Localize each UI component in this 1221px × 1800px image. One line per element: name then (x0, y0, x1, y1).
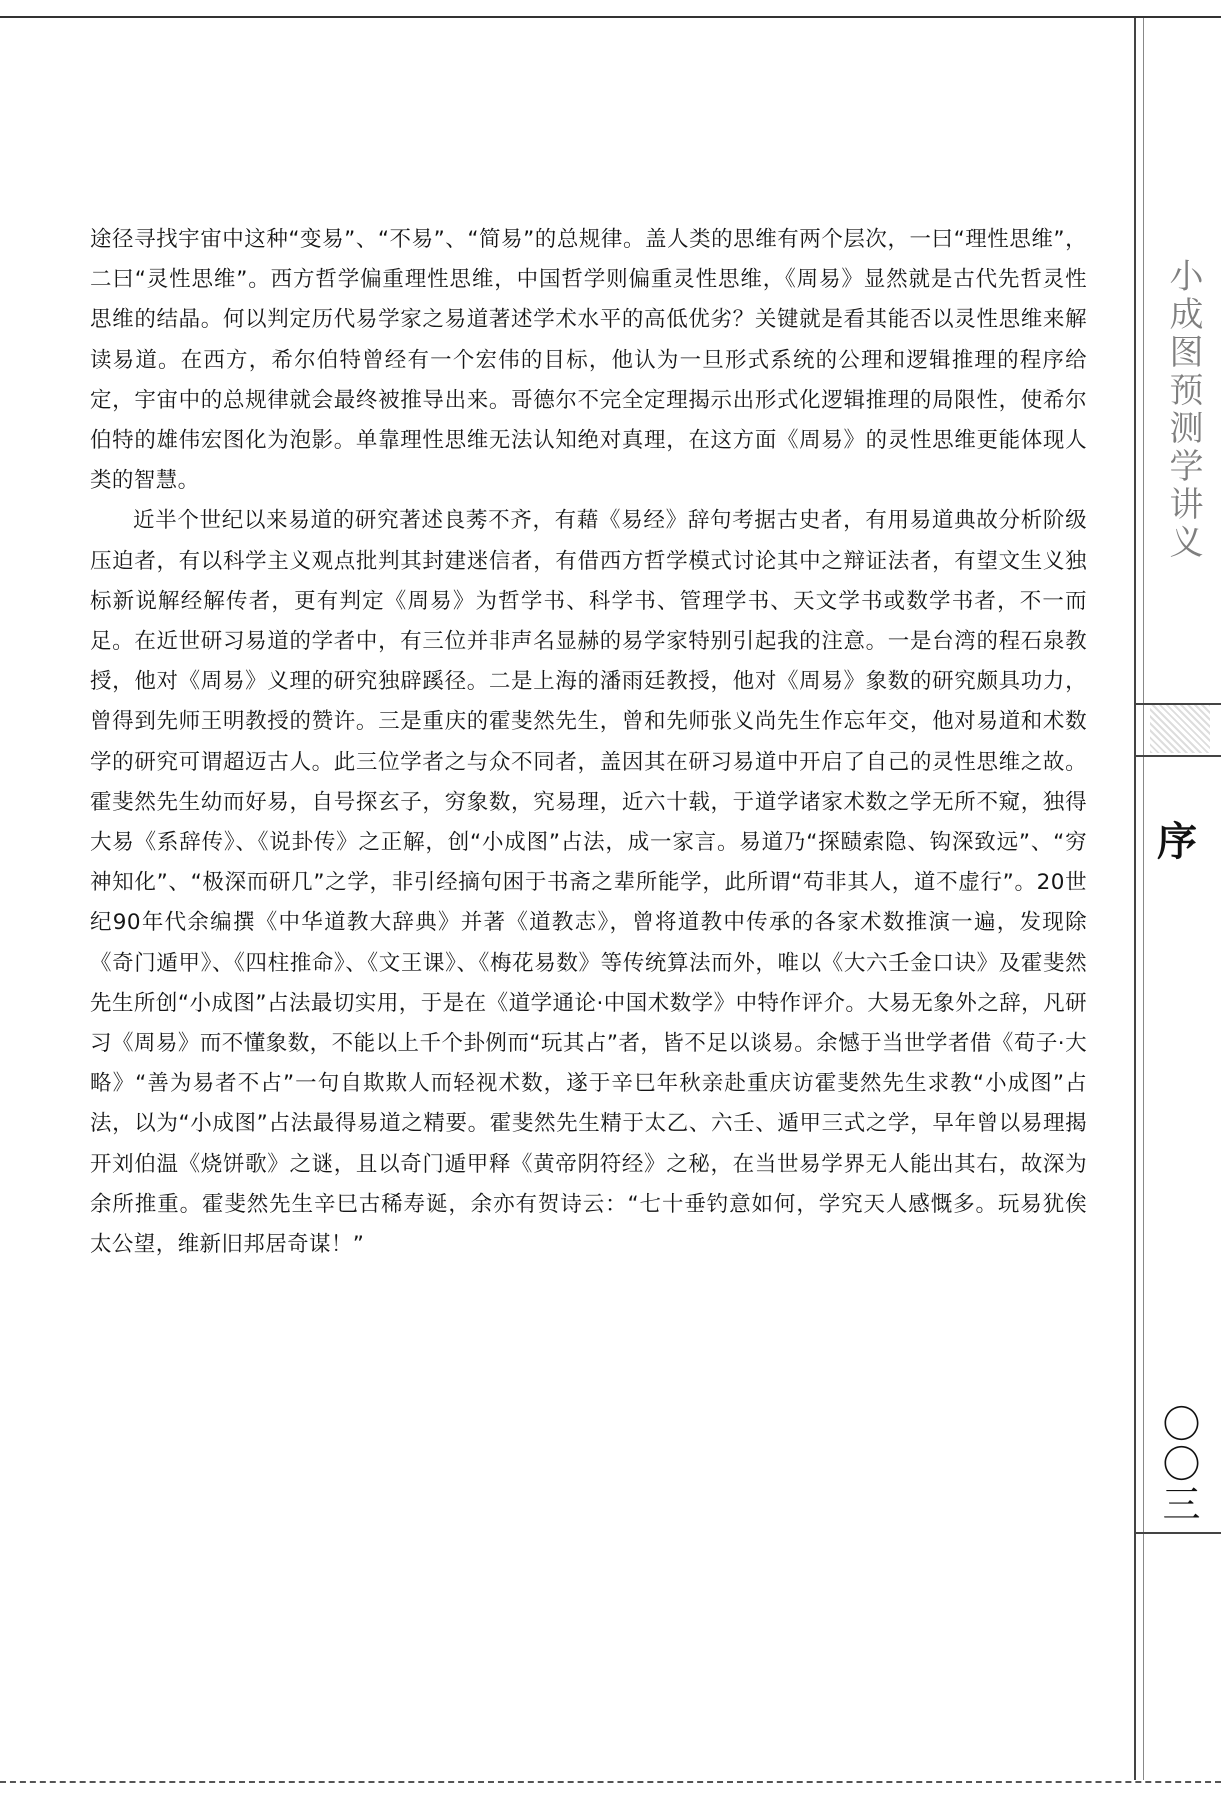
paragraph: 途径寻找宇宙中这种“变易”、“不易”、“简易”的总规律。盖人类的思维有两个层次，一曰“理性思维”，二曰“灵性思维”。西方哲学偏重理性思维，中国哲学则偏重灵性思维，《周易》显然就是古代先哲灵性思维的结晶。何以判定历代易学家之易道著述学术水平的高低优劣？关键就是看其能否以灵性思维来解读易道。在西方，希尔伯特曾经有一个宏伟的目标，他认为一旦形式系统的公理和逻辑推理的程序给定，宇宙中的总规律就会最终被推导出来。哥德尔不完全定理揭示出形式化逻辑推理的局限性，使希尔伯特的雄伟宏图化为泡影。单靠理性思维无法认知绝对真理，在这方面《周易》的灵性思维更能体现人类的智慧。 (90, 227, 1087, 494)
side-band-rule-bottom (1136, 755, 1221, 757)
bottom-rule (0, 1781, 1221, 1783)
body-text (90, 220, 1087, 1265)
section-label: 序 (1157, 818, 1197, 865)
top-rule (0, 16, 1221, 18)
page-number: 〇〇三 (1156, 1404, 1200, 1524)
side-column-divider (1134, 18, 1136, 1780)
paragraph: 近半个世纪以来易道的研究著述良莠不齐，有藉《易经》辞句考据古史者，有用易道典故分析阶级压迫者，有以科学主义观点批判其封建迷信者，有借西方哲学模式讨论其中之辩证法者，有望文生义独标新说解经解传者，更有判定《周易》为哲学书、科学书、管理学书、天文学书或数学书者，不一而足。在近世研习易道的学者中，有三位并非声名显赫的易学家特别引起我的注意。一是台湾的程石泉教授，他对《周易》义理的研究独辟蹊径。二是上海的潘雨廷教授，他对《周易》象数的研究颇具功力，曾得到先师王明教授的赞许。三是重庆的霍斐然先生，曾和先师张义尚先生作忘年交，他对易道和术数学的研究可谓超迈古人。此三位学者之与众不同者，盖因其在研习易道中开启了自己的灵性思维之故。霍斐然先生幼而好易，自号探玄子，穷象数，究易理，近六十载，于道学诸家术数之学无所不窥，独得大易《系辞传》、《说卦传》之正解，创“小成图”占法，成一家言。易道乃“探赜索隐、钩深致远”、“穷神知化”、“极深而研几”之学，非引经摘句困于书斋之辈所能学，此所谓“苟非其人，道不虚行”。20世纪90年代余编撰《中华道教大辞典》并著《道教志》，曾将道教中传承的各家术数推演一遍，发现除《奇门遁甲》、《四柱推命》、《文王课》、《梅花易数》等传统算法而外，唯以《大六壬金口诀》及霍斐然先生所创“小成图”占法最切实用，于是在《道学通论·中国术数学》中特作评介。大易无象外之辞，凡研习《周易》而不懂象数，不能以上千个卦例而“玩其占”者，皆不足以谈易。余憾于当世学者借《荀子·大略》“善为易者不占”一句自欺欺人而轻视术数，遂于辛巳年秋亲赴重庆访霍斐然先生求教“小成图”占法，以为“小成图”占法最得易道之精要。霍斐然先生精于太乙、六壬、遁甲三式之学，早年曾以易理揭开刘伯温《烧饼歌》之谜，且以奇门遁甲释《黄帝阴符经》之秘，在当世易学界无人能出其右，故深为余所推重。霍斐然先生辛巳古稀寿诞，余亦有贺诗云：“七十垂钓意如何，学究天人感慨多。玩易犹俟太公望，维新旧邦居奇谋！” (90, 508, 1087, 1258)
side-footer-rule (1136, 1532, 1221, 1534)
book-title: 小成图预测学讲义 (1163, 258, 1203, 562)
side-column-divider-inner (1143, 18, 1144, 1780)
scan-smudge (1150, 705, 1210, 753)
